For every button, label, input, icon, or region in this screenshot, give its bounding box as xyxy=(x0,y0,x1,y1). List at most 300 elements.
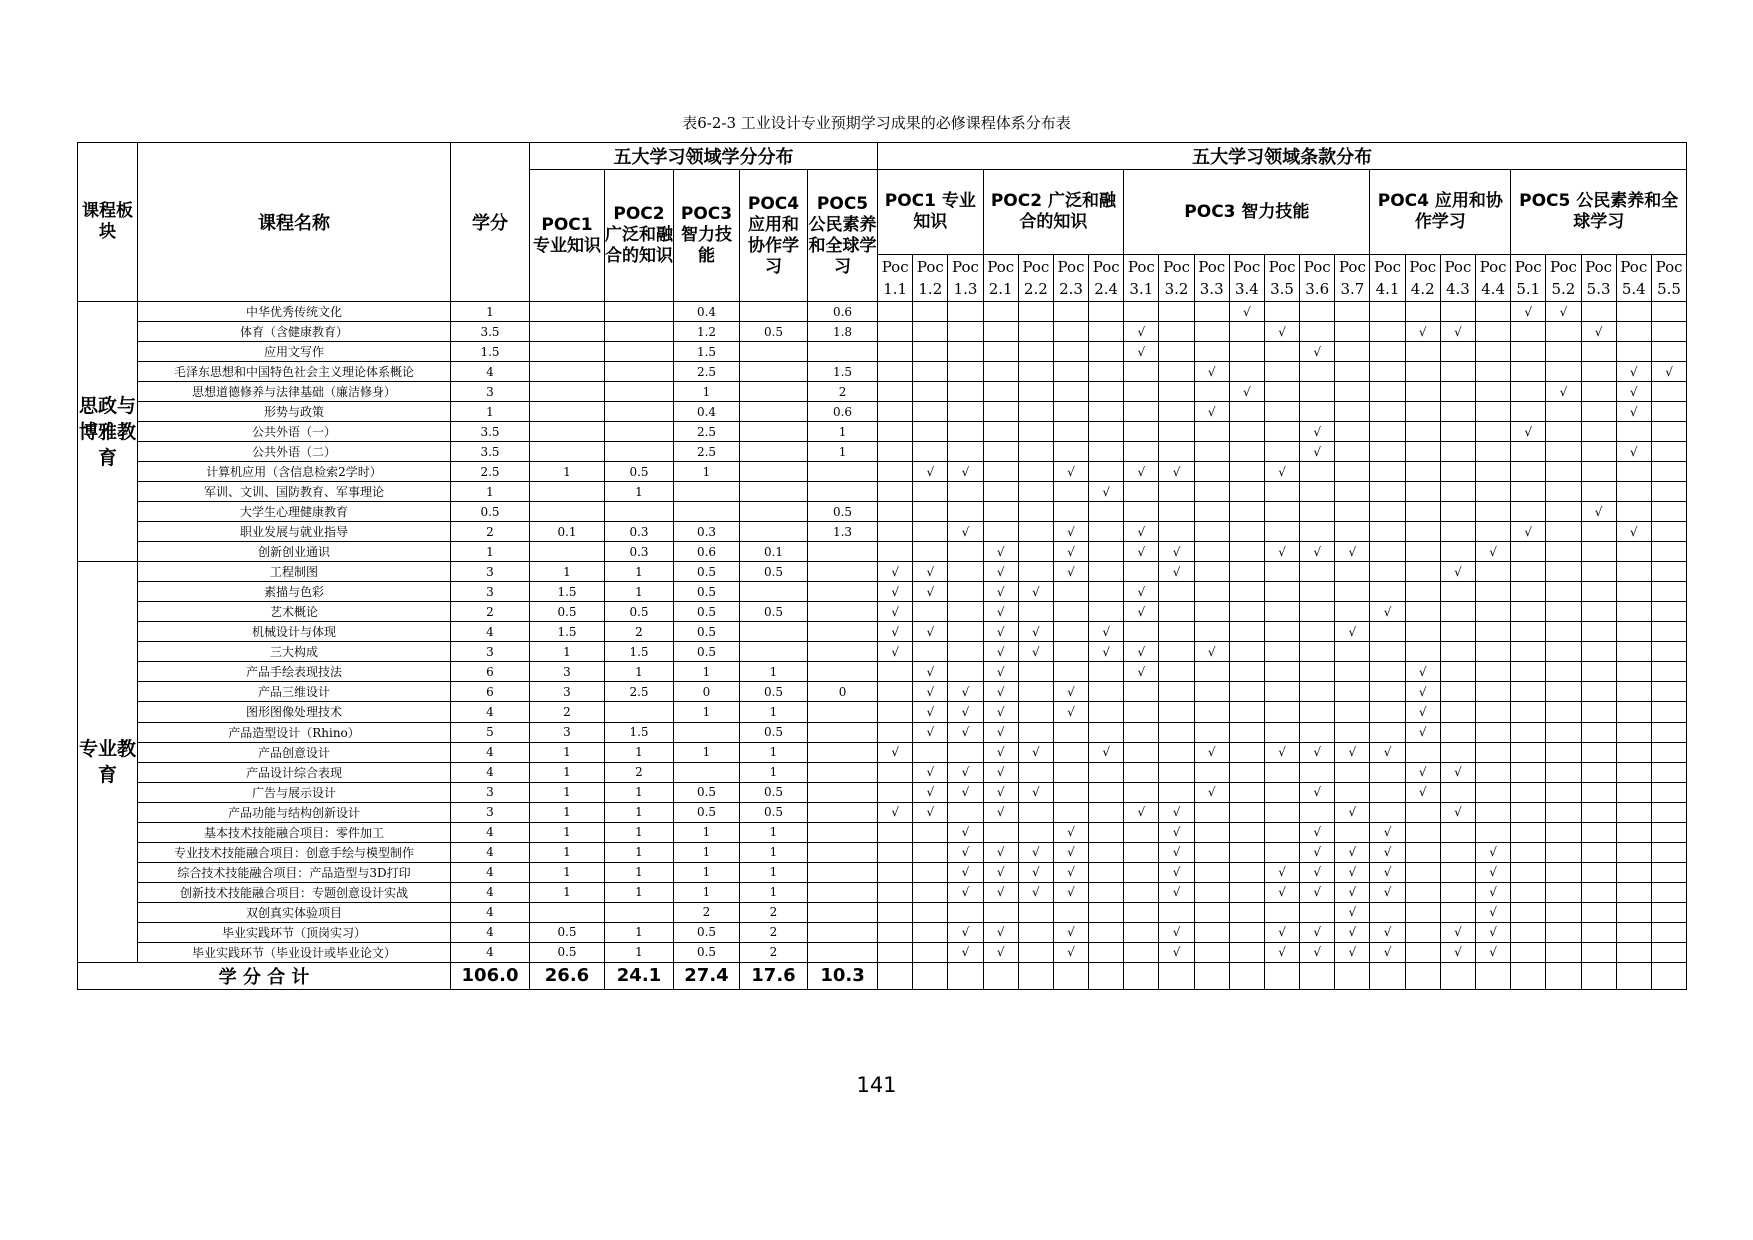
header-sub-clause: Poc3.2 xyxy=(1159,255,1194,302)
course-name: 产品造型设计（Rhino） xyxy=(138,722,451,742)
empty-cell xyxy=(1546,442,1581,462)
poc-credit-value: 1 xyxy=(530,822,605,842)
empty-cell xyxy=(1475,742,1510,762)
empty-cell xyxy=(878,422,913,442)
poc-credit-value: 1 xyxy=(740,742,808,762)
empty-cell xyxy=(1159,742,1194,762)
empty-cell xyxy=(983,902,1018,922)
empty-cell xyxy=(1053,762,1088,782)
table-row xyxy=(78,662,1687,682)
empty-cell xyxy=(948,382,983,402)
check-mark: √ xyxy=(1475,542,1510,562)
empty-cell xyxy=(1229,882,1264,902)
empty-cell xyxy=(1229,522,1264,542)
empty-cell xyxy=(1124,762,1159,782)
empty-cell xyxy=(1616,602,1651,622)
empty-cell xyxy=(1229,622,1264,642)
empty-cell xyxy=(1300,722,1335,742)
poc-credit-value xyxy=(808,642,878,662)
empty-cell xyxy=(1616,702,1651,722)
empty-cell xyxy=(1159,602,1194,622)
poc-credit-value: 1 xyxy=(674,702,740,722)
poc-credit-value xyxy=(605,342,674,362)
empty-cell xyxy=(1370,382,1405,402)
empty-cell xyxy=(1335,962,1370,989)
empty-cell xyxy=(1581,742,1616,762)
empty-cell xyxy=(1475,522,1510,542)
empty-cell xyxy=(1194,942,1229,962)
check-mark: √ xyxy=(1194,362,1229,382)
empty-cell xyxy=(1440,622,1475,642)
poc-credit-value: 1 xyxy=(674,842,740,862)
table-row xyxy=(78,922,1687,942)
empty-cell xyxy=(1264,722,1299,742)
empty-cell xyxy=(1335,642,1370,662)
course-credit: 3 xyxy=(451,582,530,602)
empty-cell xyxy=(983,302,1018,322)
check-mark: √ xyxy=(983,582,1018,602)
check-mark: √ xyxy=(1475,842,1510,862)
course-credit: 3 xyxy=(451,782,530,802)
empty-cell xyxy=(1546,942,1581,962)
empty-cell xyxy=(1546,862,1581,882)
empty-cell xyxy=(1053,482,1088,502)
poc-credit-value xyxy=(605,442,674,462)
course-credit: 3 xyxy=(451,642,530,662)
check-mark: √ xyxy=(1300,782,1335,802)
empty-cell xyxy=(1475,462,1510,482)
empty-cell xyxy=(1370,642,1405,662)
poc-credit-value: 0.3 xyxy=(674,522,740,542)
check-mark: √ xyxy=(1300,742,1335,762)
empty-cell xyxy=(1194,482,1229,502)
empty-cell xyxy=(1264,842,1299,862)
course-credit: 6 xyxy=(451,662,530,682)
course-credit: 4 xyxy=(451,362,530,382)
empty-cell xyxy=(1335,302,1370,322)
empty-cell xyxy=(1229,722,1264,742)
empty-cell xyxy=(1264,802,1299,822)
empty-cell xyxy=(1124,722,1159,742)
empty-cell xyxy=(1194,882,1229,902)
empty-cell xyxy=(1335,442,1370,462)
poc-credit-value: 0.5 xyxy=(530,922,605,942)
empty-cell xyxy=(1194,682,1229,702)
empty-cell xyxy=(1335,602,1370,622)
empty-cell xyxy=(1511,702,1546,722)
empty-cell xyxy=(1370,722,1405,742)
poc-credit-value xyxy=(530,322,605,342)
empty-cell xyxy=(913,322,948,342)
check-mark: √ xyxy=(1053,862,1088,882)
empty-cell xyxy=(1335,422,1370,442)
course-name: 大学生心理健康教育 xyxy=(138,502,451,522)
empty-cell xyxy=(1440,502,1475,522)
empty-cell xyxy=(1124,682,1159,702)
empty-cell xyxy=(1405,382,1440,402)
poc-credit-value xyxy=(740,482,808,502)
check-mark: √ xyxy=(1053,882,1088,902)
empty-cell xyxy=(1405,602,1440,622)
check-mark: √ xyxy=(1405,762,1440,782)
empty-cell xyxy=(1089,942,1124,962)
poc-credit-value: 1 xyxy=(674,822,740,842)
empty-cell xyxy=(1546,902,1581,922)
empty-cell xyxy=(1405,642,1440,662)
poc-credit-value: 0.6 xyxy=(674,542,740,562)
empty-cell xyxy=(1651,842,1686,862)
check-mark: √ xyxy=(1159,842,1194,862)
header-sub-clause: Poc5.3 xyxy=(1581,255,1616,302)
course-name: 产品功能与结构创新设计 xyxy=(138,802,451,822)
empty-cell xyxy=(1511,602,1546,622)
empty-cell xyxy=(1440,482,1475,502)
total-label: 学 分 合 计 xyxy=(78,962,451,989)
check-mark: √ xyxy=(913,582,948,602)
check-mark: √ xyxy=(1511,302,1546,322)
empty-cell xyxy=(1651,402,1686,422)
poc-credit-value: 1 xyxy=(530,762,605,782)
check-mark: √ xyxy=(878,602,913,622)
empty-cell xyxy=(948,342,983,362)
empty-cell xyxy=(1229,462,1264,482)
empty-cell xyxy=(1053,502,1088,522)
check-mark: √ xyxy=(1053,842,1088,862)
empty-cell xyxy=(1581,942,1616,962)
empty-cell xyxy=(1440,402,1475,422)
empty-cell xyxy=(1370,342,1405,362)
empty-cell xyxy=(1300,522,1335,542)
empty-cell xyxy=(1264,662,1299,682)
check-mark: √ xyxy=(948,522,983,542)
empty-cell xyxy=(1053,602,1088,622)
empty-cell xyxy=(913,382,948,402)
check-mark: √ xyxy=(948,922,983,942)
empty-cell xyxy=(1300,662,1335,682)
header-sub-clause: Poc2.3 xyxy=(1053,255,1088,302)
empty-cell xyxy=(1581,862,1616,882)
poc-credit-value: 0.6 xyxy=(808,302,878,322)
check-mark: √ xyxy=(983,782,1018,802)
check-mark: √ xyxy=(1546,302,1581,322)
empty-cell xyxy=(1124,742,1159,762)
empty-cell xyxy=(1124,822,1159,842)
poc-credit-value: 1 xyxy=(605,802,674,822)
empty-cell xyxy=(1018,722,1053,742)
course-credit: 4 xyxy=(451,762,530,782)
empty-cell xyxy=(1159,482,1194,502)
empty-cell xyxy=(1370,482,1405,502)
empty-cell xyxy=(1581,802,1616,822)
course-credit: 4 xyxy=(451,882,530,902)
empty-cell xyxy=(1018,922,1053,942)
empty-cell xyxy=(1546,842,1581,862)
poc-credit-value: 0.4 xyxy=(674,302,740,322)
empty-cell xyxy=(913,542,948,562)
empty-cell xyxy=(1194,662,1229,682)
empty-cell xyxy=(1089,902,1124,922)
check-mark: √ xyxy=(948,722,983,742)
empty-cell xyxy=(1159,322,1194,342)
poc-credit-value: 0.5 xyxy=(605,602,674,622)
empty-cell xyxy=(1511,362,1546,382)
empty-cell xyxy=(1651,622,1686,642)
empty-cell xyxy=(1616,682,1651,702)
header-sub-clause: Poc3.7 xyxy=(1335,255,1370,302)
empty-cell xyxy=(1370,462,1405,482)
empty-cell xyxy=(1124,502,1159,522)
empty-cell xyxy=(983,522,1018,542)
empty-cell xyxy=(1335,402,1370,422)
course-name: 图形图像处理技术 xyxy=(138,702,451,722)
check-mark: √ xyxy=(878,642,913,662)
poc-credit-value: 0.5 xyxy=(674,922,740,942)
poc-credit-value: 0 xyxy=(674,682,740,702)
empty-cell xyxy=(1124,922,1159,942)
empty-cell xyxy=(1053,442,1088,462)
empty-cell xyxy=(913,402,948,422)
poc-credit-value: 1 xyxy=(530,642,605,662)
empty-cell xyxy=(1511,742,1546,762)
poc-credit-value xyxy=(740,342,808,362)
check-mark: √ xyxy=(1124,342,1159,362)
empty-cell xyxy=(1018,962,1053,989)
poc-credit-value: 0.5 xyxy=(674,622,740,642)
empty-cell xyxy=(1651,862,1686,882)
empty-cell xyxy=(1335,382,1370,402)
poc-credit-value xyxy=(530,362,605,382)
course-name: 毕业实践环节（顶岗实习） xyxy=(138,922,451,942)
empty-cell xyxy=(1546,622,1581,642)
empty-cell xyxy=(1440,442,1475,462)
empty-cell xyxy=(1089,502,1124,522)
poc-credit-value xyxy=(740,442,808,462)
empty-cell xyxy=(878,722,913,742)
empty-cell xyxy=(1475,722,1510,742)
empty-cell xyxy=(1405,542,1440,562)
empty-cell xyxy=(1616,482,1651,502)
header-clause-group: 五大学习领域条款分布 xyxy=(878,143,1687,170)
check-mark: √ xyxy=(948,762,983,782)
empty-cell xyxy=(1475,682,1510,702)
empty-cell xyxy=(878,842,913,862)
empty-cell xyxy=(1124,702,1159,722)
check-mark: √ xyxy=(1053,522,1088,542)
empty-cell xyxy=(878,382,913,402)
empty-cell xyxy=(1405,402,1440,422)
empty-cell xyxy=(1405,502,1440,522)
empty-cell xyxy=(878,822,913,842)
empty-cell xyxy=(1475,422,1510,442)
empty-cell xyxy=(983,462,1018,482)
table-row xyxy=(78,742,1687,762)
empty-cell xyxy=(1018,502,1053,522)
check-mark: √ xyxy=(1159,802,1194,822)
empty-cell xyxy=(913,522,948,542)
empty-cell xyxy=(1405,342,1440,362)
empty-cell xyxy=(1511,342,1546,362)
empty-cell xyxy=(948,482,983,502)
empty-cell xyxy=(1124,402,1159,422)
empty-cell xyxy=(1511,382,1546,402)
empty-cell xyxy=(1511,462,1546,482)
empty-cell xyxy=(1264,302,1299,322)
check-mark: √ xyxy=(1335,742,1370,762)
check-mark: √ xyxy=(948,882,983,902)
course-name: 专业技术技能融合项目：创意手绘与模型制作 xyxy=(138,842,451,862)
empty-cell xyxy=(1370,762,1405,782)
course-name: 公共外语（一） xyxy=(138,422,451,442)
empty-cell xyxy=(948,502,983,522)
poc-credit-value: 1 xyxy=(530,462,605,482)
empty-cell xyxy=(1194,562,1229,582)
poc-credit-value xyxy=(808,862,878,882)
empty-cell xyxy=(948,602,983,622)
empty-cell xyxy=(1300,302,1335,322)
empty-cell xyxy=(1194,382,1229,402)
empty-cell xyxy=(1018,702,1053,722)
empty-cell xyxy=(1546,822,1581,842)
check-mark: √ xyxy=(1018,582,1053,602)
empty-cell xyxy=(1018,422,1053,442)
empty-cell xyxy=(1053,642,1088,662)
poc-credit-value xyxy=(808,542,878,562)
empty-cell xyxy=(1159,342,1194,362)
empty-cell xyxy=(1651,822,1686,842)
empty-cell xyxy=(1440,722,1475,742)
empty-cell xyxy=(1335,462,1370,482)
empty-cell xyxy=(1475,482,1510,502)
empty-cell xyxy=(1440,842,1475,862)
check-mark: √ xyxy=(1475,862,1510,882)
check-mark: √ xyxy=(1264,742,1299,762)
empty-cell xyxy=(1581,962,1616,989)
poc-credit-value: 1 xyxy=(605,582,674,602)
empty-cell xyxy=(1335,362,1370,382)
empty-cell xyxy=(1335,482,1370,502)
empty-cell xyxy=(1440,862,1475,882)
header-sub-clause: Poc5.1 xyxy=(1511,255,1546,302)
empty-cell xyxy=(1194,822,1229,842)
empty-cell xyxy=(1300,802,1335,822)
check-mark: √ xyxy=(1300,942,1335,962)
poc-credit-value xyxy=(674,722,740,742)
check-mark: √ xyxy=(1440,562,1475,582)
empty-cell xyxy=(1440,362,1475,382)
empty-cell xyxy=(1089,342,1124,362)
empty-cell xyxy=(1053,962,1088,989)
empty-cell xyxy=(1651,542,1686,562)
header-sub-clause: Poc5.4 xyxy=(1616,255,1651,302)
empty-cell xyxy=(1616,342,1651,362)
empty-cell xyxy=(1475,402,1510,422)
empty-cell xyxy=(1440,462,1475,482)
empty-cell xyxy=(1581,482,1616,502)
empty-cell xyxy=(878,302,913,322)
poc-credit-value: 2.5 xyxy=(605,682,674,702)
empty-cell xyxy=(1511,722,1546,742)
empty-cell xyxy=(1440,742,1475,762)
empty-cell xyxy=(1300,462,1335,482)
header-poc-clause: POC1 专业知识 xyxy=(878,170,984,255)
header-poc-credit: POC4 应用和协作学习 xyxy=(740,170,808,302)
check-mark: √ xyxy=(913,702,948,722)
empty-cell xyxy=(1546,522,1581,542)
empty-cell xyxy=(1124,302,1159,322)
empty-cell xyxy=(1581,902,1616,922)
empty-cell xyxy=(1616,662,1651,682)
check-mark: √ xyxy=(1616,402,1651,422)
poc-credit-value: 1 xyxy=(674,662,740,682)
empty-cell xyxy=(1405,882,1440,902)
empty-cell xyxy=(1300,642,1335,662)
empty-cell xyxy=(1264,962,1299,989)
header-sub-clause: Poc2.2 xyxy=(1018,255,1053,302)
segment-name: 专业教育 xyxy=(78,562,138,962)
course-credit: 1 xyxy=(451,482,530,502)
empty-cell xyxy=(1546,562,1581,582)
empty-cell xyxy=(1335,762,1370,782)
check-mark: √ xyxy=(1053,562,1088,582)
empty-cell xyxy=(913,942,948,962)
check-mark: √ xyxy=(983,642,1018,662)
table-row xyxy=(78,842,1687,862)
empty-cell xyxy=(1264,362,1299,382)
empty-cell xyxy=(1089,662,1124,682)
empty-cell xyxy=(878,322,913,342)
empty-cell xyxy=(1616,462,1651,482)
check-mark: √ xyxy=(1089,622,1124,642)
check-mark: √ xyxy=(1053,942,1088,962)
empty-cell xyxy=(1581,702,1616,722)
empty-cell xyxy=(1089,702,1124,722)
empty-cell xyxy=(1581,722,1616,742)
empty-cell xyxy=(1651,902,1686,922)
poc-credit-value: 1 xyxy=(674,462,740,482)
empty-cell xyxy=(1651,342,1686,362)
empty-cell xyxy=(1264,682,1299,702)
empty-cell xyxy=(1616,302,1651,322)
check-mark: √ xyxy=(1651,362,1686,382)
total-credit: 106.0 xyxy=(451,962,530,989)
empty-cell xyxy=(1651,702,1686,722)
check-mark: √ xyxy=(878,562,913,582)
poc-credit-value: 1 xyxy=(674,382,740,402)
check-mark: √ xyxy=(1616,382,1651,402)
empty-cell xyxy=(1370,442,1405,462)
empty-cell xyxy=(1124,862,1159,882)
empty-cell xyxy=(1053,302,1088,322)
poc-credit-value: 2.5 xyxy=(674,422,740,442)
empty-cell xyxy=(1546,702,1581,722)
empty-cell xyxy=(1616,842,1651,862)
course-name: 产品三维设计 xyxy=(138,682,451,702)
empty-cell xyxy=(1511,942,1546,962)
empty-cell xyxy=(1018,362,1053,382)
check-mark: √ xyxy=(1511,422,1546,442)
check-mark: √ xyxy=(1616,442,1651,462)
empty-cell xyxy=(948,902,983,922)
empty-cell xyxy=(1581,442,1616,462)
check-mark: √ xyxy=(1300,442,1335,462)
poc-credit-value: 1 xyxy=(605,862,674,882)
empty-cell xyxy=(1651,922,1686,942)
empty-cell xyxy=(1581,622,1616,642)
table-row xyxy=(78,622,1687,642)
check-mark: √ xyxy=(1229,382,1264,402)
poc-credit-value xyxy=(808,882,878,902)
course-credit: 2 xyxy=(451,602,530,622)
